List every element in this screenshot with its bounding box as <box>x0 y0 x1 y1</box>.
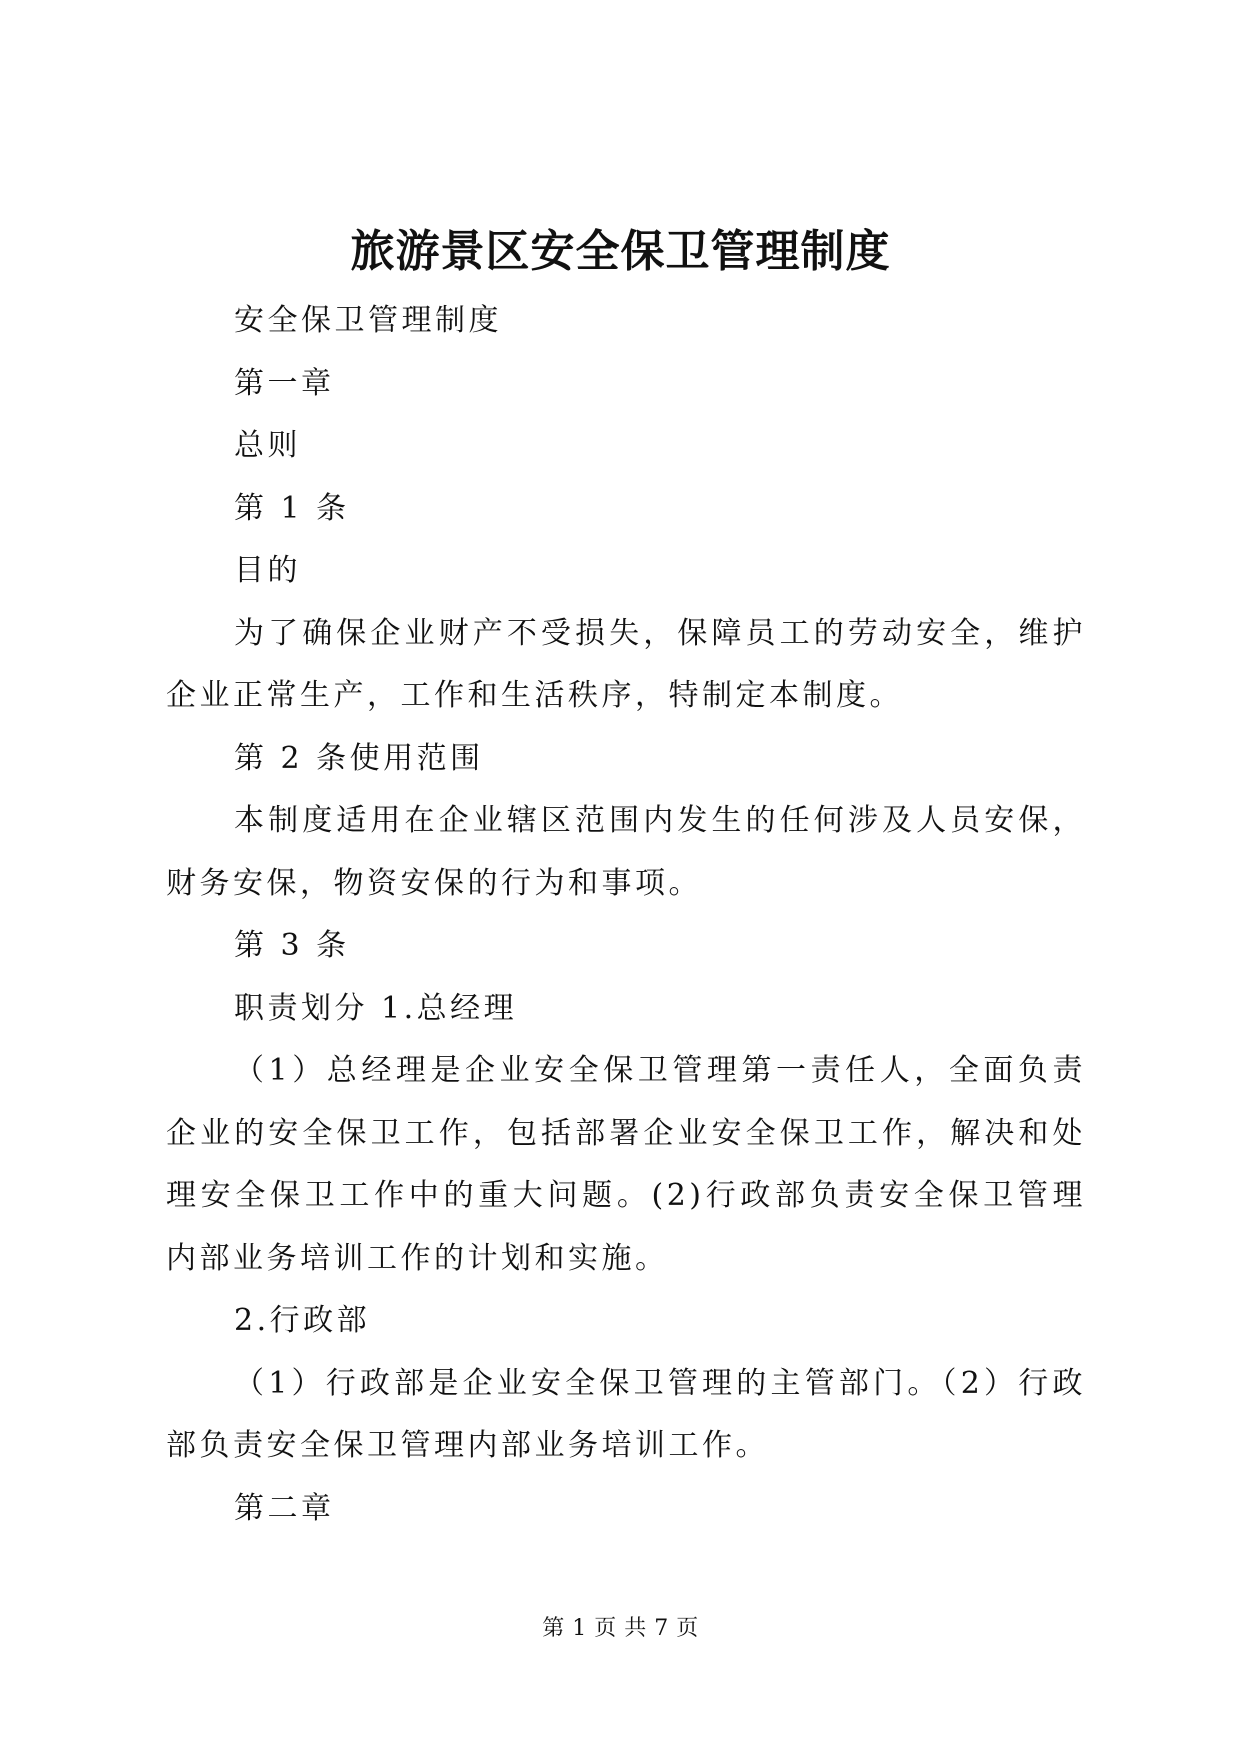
paragraph: 职责划分 1.总经理 <box>234 990 518 1026</box>
paragraph: 2.行政部 <box>234 1303 371 1338</box>
document-title: 旅游景区安全保卫管理制度 <box>350 226 891 277</box>
paragraph: 目的 <box>234 553 301 588</box>
paragraph: 第一章 <box>234 365 335 401</box>
paragraph: 总则 <box>234 428 301 463</box>
paragraph: 第 3 条 <box>234 928 350 963</box>
paragraph: 本制度适用在企业辖区范围内发生的任何涉及人员安保，财务安保，物资安保的行为和事项。 <box>166 803 1086 901</box>
paragraph: 为了确保企业财产不受损失，保障员工的劳动安全，维护企业正常生产，工作和生活秩序，特制定本制度。 <box>166 615 1086 713</box>
paragraph: （1）行政部是企业安全保卫管理的主管部门。（2）行政部负责安全保卫管理内部业务培训工作。 <box>166 1365 1086 1463</box>
document-body <box>166 290 1086 1540</box>
page-footer: 第 1 页 共 7 页 <box>542 1616 699 1641</box>
paragraph: （1）总经理是企业安全保卫管理第一责任人，全面负责企业的安全保卫工作，包括部署企业安全保卫工作，解决和处理安全保卫工作中的重大问题。(2)行政部负责安全保卫管理内部业务培训工作的计划和实施。 <box>166 1053 1086 1276</box>
paragraph: 安全保卫管理制度 <box>234 303 502 338</box>
paragraph: 第 2 条使用范围 <box>234 740 484 776</box>
paragraph: 第 1 条 <box>234 490 350 526</box>
paragraph: 第二章 <box>234 1490 335 1526</box>
